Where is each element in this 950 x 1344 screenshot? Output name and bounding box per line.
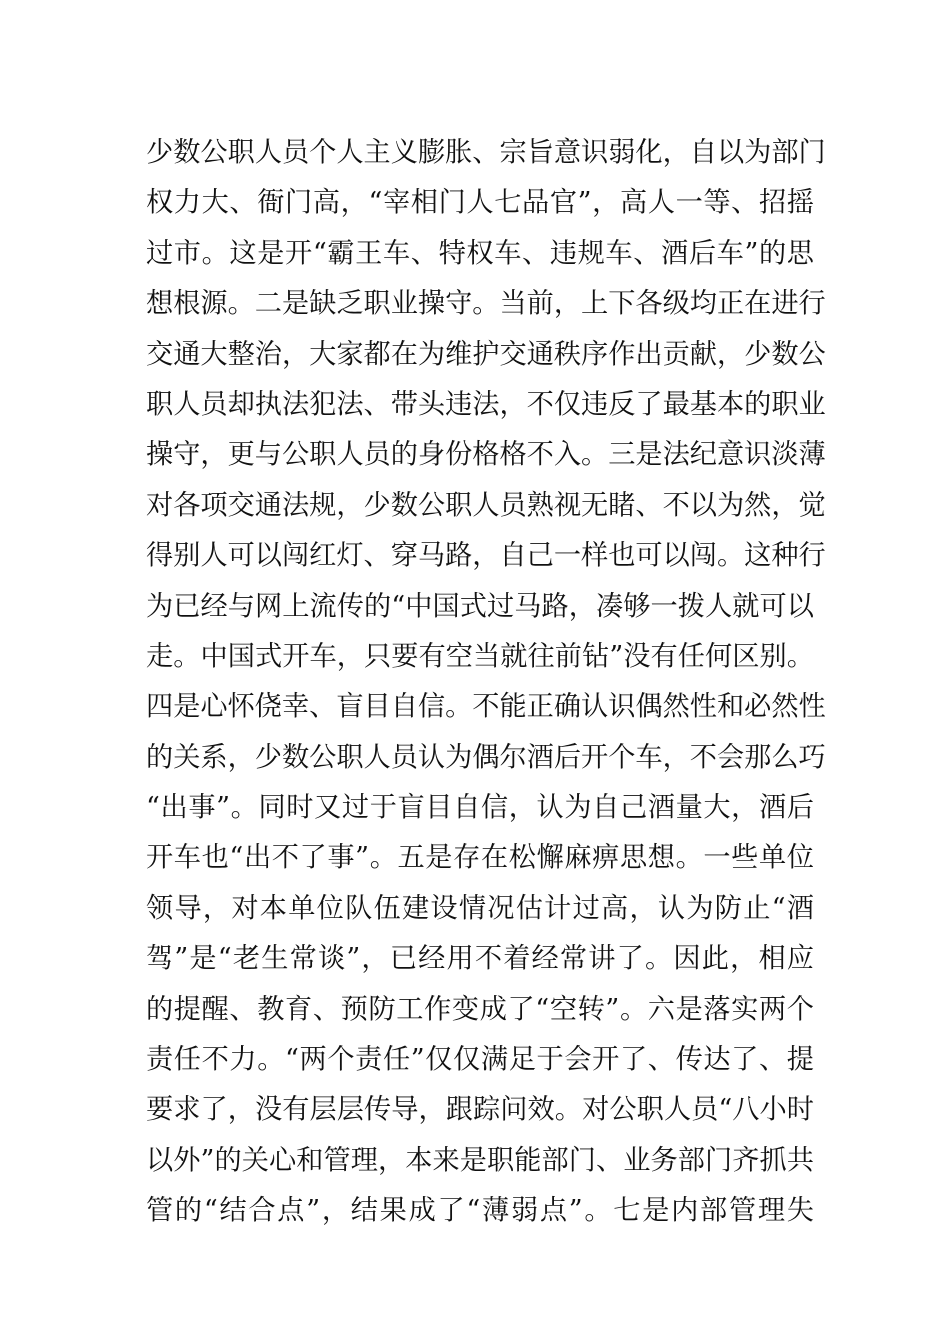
text-line-21: 以外”的关心和管理，本来是职能部门、业务部门齐抓共 xyxy=(146,1144,814,1176)
text-line-12: 四是心怀侥幸、盲目自信。不能正确认识偶然性和必然性 xyxy=(146,691,826,723)
text-line-5: 交通大整治，大家都在为维护交通秩序作出贡献，少数公 xyxy=(146,338,826,370)
text-line-9: 得别人可以闯红灯、穿马路，自己一样也可以闯。这种行 xyxy=(146,540,826,572)
text-line-3: 过市。这是开“霸王车、特权车、违规车、酒后车”的思 xyxy=(146,237,814,269)
text-line-8: 对各项交通法规，少数公职人员熟视无睹、不以为然，觉 xyxy=(146,489,826,521)
text-line-4: 想根源。二是缺乏职业操守。当前，上下各级均正在进行 xyxy=(146,288,826,320)
text-line-1: 少数公职人员个人主义膨胀、宗旨意识弱化，自以为部门 xyxy=(146,137,826,168)
text-line-15: 开车也“出不了事”。五是存在松懈麻痹思想。一些单位 xyxy=(146,842,814,874)
text-line-7: 操守，更与公职人员的身份格格不入。三是法纪意识淡薄 xyxy=(146,439,826,471)
text-line-20: 要求了，没有层层传导，跟踪问效。对公职人员“八小时 xyxy=(146,1094,814,1126)
text-line-19: 责任不力。“两个责任”仅仅满足于会开了、传达了、提 xyxy=(146,1044,814,1076)
text-line-17: 驾”是“老生常谈”，已经用不着经常讲了。因此，相应 xyxy=(146,943,814,975)
text-line-2: 权力大、衙门高，“宰相门人七品官”，高人一等、招摇 xyxy=(146,187,814,219)
text-line-11: 走。中国式开车，只要有空当就往前钻”没有任何区别。 xyxy=(146,640,814,672)
text-line-14: “出事”。同时又过于盲目自信，认为自己酒量大，酒后 xyxy=(146,792,814,824)
text-line-16: 领导，对本单位队伍建设情况估计过高，认为防止“酒 xyxy=(146,892,814,924)
body-text xyxy=(146,128,826,1237)
text-line-10: 为已经与网上流传的“中国式过马路，凑够一拨人就可以 xyxy=(146,590,814,622)
text-line-22: 管的“结合点”，结果成了“薄弱点”。七是内部管理失 xyxy=(146,1195,814,1227)
text-line-6: 职人员却执法犯法、带头违法，不仅违反了最基本的职业 xyxy=(146,388,826,420)
text-line-18: 的提醒、教育、预防工作变成了“空转”。六是落实两个 xyxy=(146,993,814,1025)
text-line-13: 的关系，少数公职人员认为偶尔酒后开个车，不会那么巧 xyxy=(146,741,826,773)
